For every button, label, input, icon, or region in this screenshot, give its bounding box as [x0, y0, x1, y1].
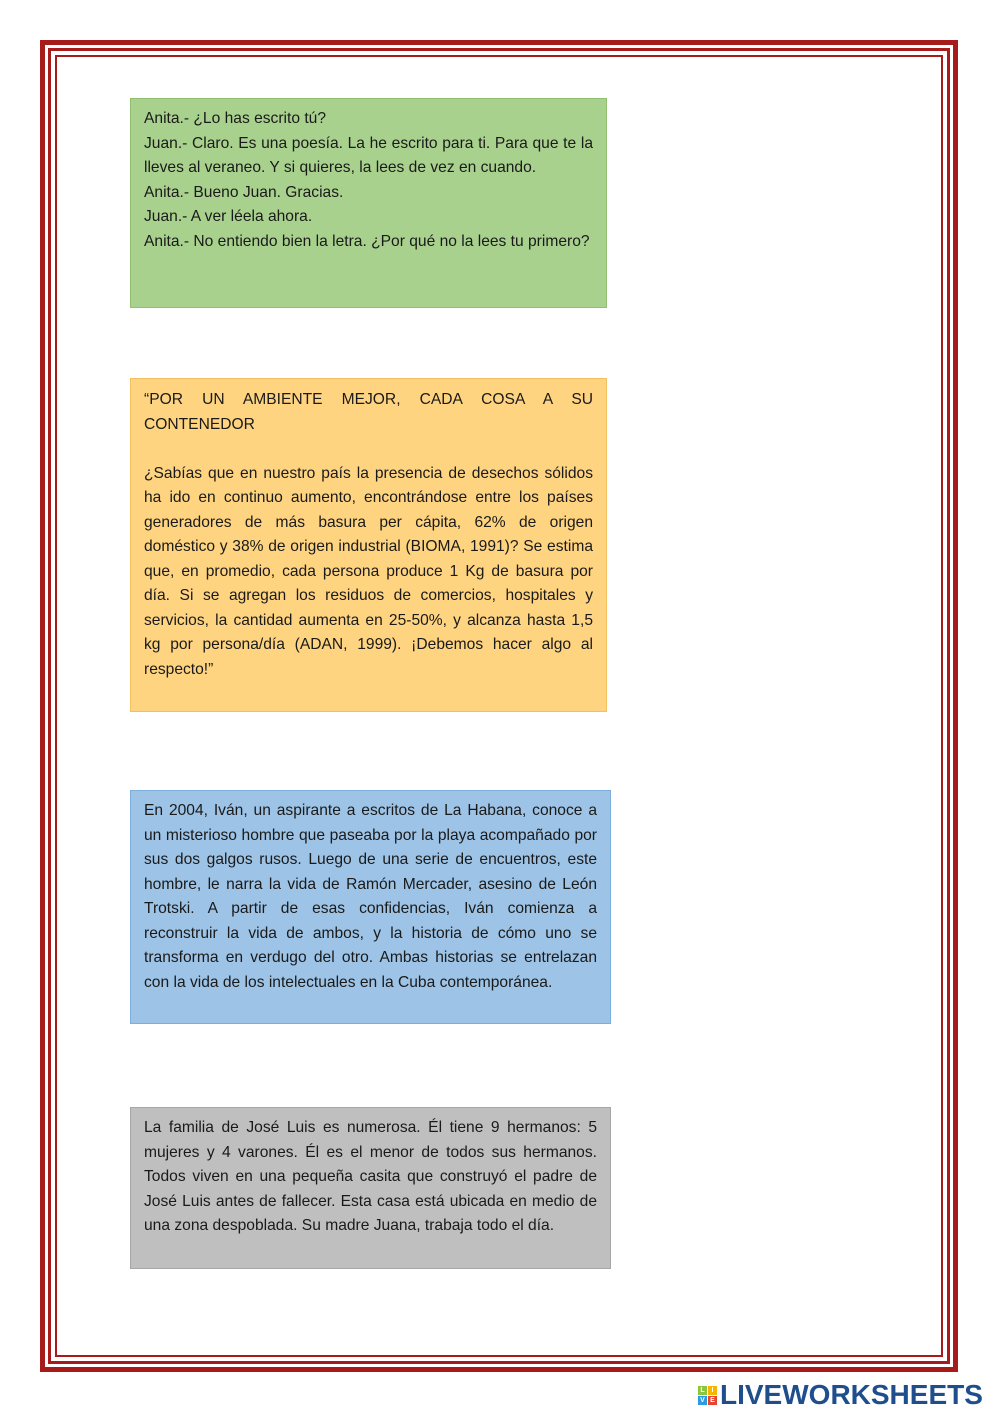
logo-tile: L — [698, 1386, 707, 1395]
description-body: La familia de José Luis es numerosa. Él tiene 9 hermanos: 5 mujeres y 4 varones. Él es el menor de todos sus hermanos. Todos viven en una pequeña casita que construyó el padre de José Luis antes de fallecer. Esta casa está ubicada en medio de una zona despoblada. Su madre Juana, trabaja todo el día. — [144, 1119, 597, 1234]
narrative-text-box — [130, 790, 611, 1024]
logo-text: LIVEWORKSHEETS — [720, 1379, 983, 1410]
logo-tile: V — [698, 1396, 707, 1405]
environment-body: ¿Sabías que en nuestro país la presencia de desechos sólidos ha ido en continuo aumento, encontrándose entre los países generadores de más basura per cápita, 62% de origen doméstico y 38% de origen industrial (BIOMA, 1991)? Se estima que, en promedio, cada persona produce 1 Kg de basura por día. Si se agregan los residuos de comercios, hospitales y servicios, la cantidad aumenta en 25-50%, y alcanza hasta 1,5 kg por persona/día (ADAN, 1999). ¡Debemos hacer algo al respecto!” — [144, 464, 593, 678]
logo-tiles-icon — [698, 1386, 717, 1405]
dialogue-line: Anita.- Bueno Juan. Gracias. — [144, 183, 344, 201]
liveworksheets-logo — [698, 1379, 983, 1411]
dialogue-line: Juan.- Claro. Es una poesía. La he escrito para ti. Para que te la lleves al veraneo. Y si quieres, la lees de vez en cuando. — [144, 134, 593, 176]
dialogue-text-box — [130, 98, 607, 308]
description-text-box — [130, 1107, 611, 1269]
dialogue-line: Anita.- ¿Lo has escrito tú? — [144, 110, 327, 127]
narrative-body: En 2004, Iván, un aspirante a escritos de La Habana, conoce a un misterioso hombre que paseaba por la playa acompañado por sus dos galgos rusos. Luego de una serie de encuentros, este hombre, le narra la vida de Ramón Mercader, asesino de León Trotski. A partir de esas confidencias, Iván comienza a reconstruir la vida de ambos, y la historia de cómo uno se transforma en verdugo del otro. Ambas historias se entrelazan con la vida de los intelectuales en la Cuba contemporánea. — [144, 802, 597, 991]
dialogue-line: Juan.- A ver léela ahora. — [144, 208, 313, 225]
dialogue-line: Anita.- No entiendo bien la letra. ¿Por qué no la lees tu primero? — [144, 232, 590, 250]
environment-text-box — [130, 378, 607, 712]
logo-tile: E — [708, 1396, 717, 1405]
logo-tile: I — [708, 1386, 717, 1395]
environment-title: “POR UN AMBIENTE MEJOR, CADA COSA A SU CONTENEDOR — [144, 391, 593, 433]
